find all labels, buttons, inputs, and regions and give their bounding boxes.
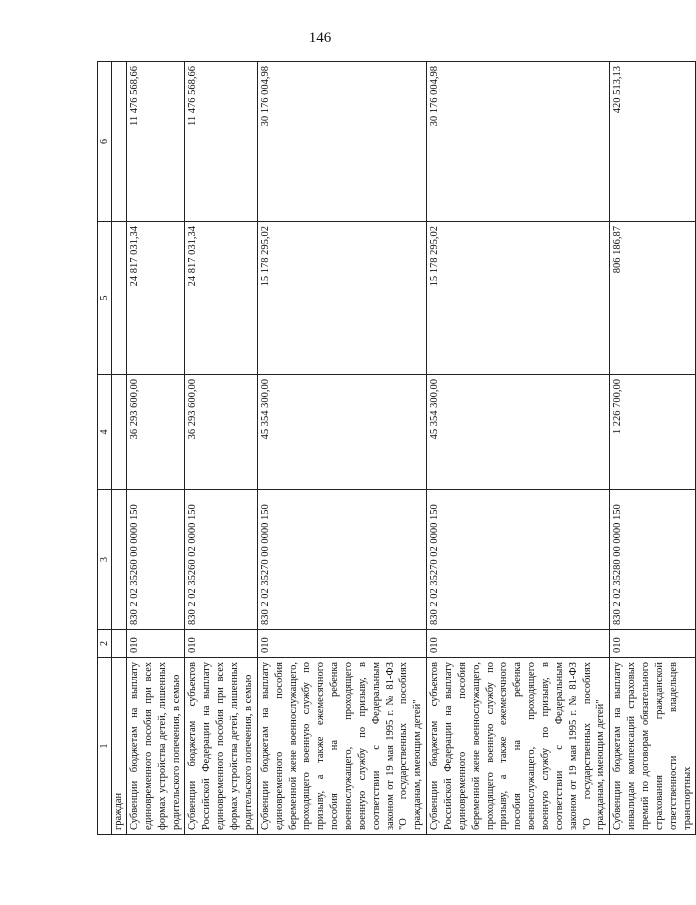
budget-table bbox=[97, 61, 696, 835]
continuation-text: граждан bbox=[112, 658, 127, 835]
column-header: 1 bbox=[98, 658, 112, 835]
row-unexecuted-amount: 11 476 568,66 bbox=[185, 62, 257, 222]
header-row bbox=[98, 62, 112, 835]
row-description: Субвенции бюджетам на выплату единовременного пособия при всех формах устройства детей, лишенных родительского попечения, в семью bbox=[127, 658, 185, 835]
continuation-row bbox=[112, 62, 127, 835]
rotated-table-container bbox=[97, 62, 693, 835]
column-header: 5 bbox=[98, 222, 112, 375]
row-budget-code: 830 2 02 35270 00 0000 150 bbox=[257, 490, 426, 630]
table-row bbox=[257, 62, 426, 835]
row-unexecuted-amount: 30 176 004,98 bbox=[427, 62, 610, 222]
row-budget-code: 830 2 02 35270 02 0000 150 bbox=[427, 490, 610, 630]
table-row bbox=[185, 62, 257, 835]
row-line-code: 010 bbox=[257, 630, 426, 658]
row-executed-amount: 15 178 295,02 bbox=[257, 222, 426, 375]
row-description: Субвенции бюджетам субъектов Российской Федерации на выплату единовременного пособия беременной жене военнослужащего, проходящего военную службу по призыву, а также ежемесячного пособия на ребенка военнослужащего, проходящего военную службу по призыву, в соответствии с Федеральным законом от 19 мая 1995 г. № 81-ФЗ "О государственных пособиях гражданам, имеющим детей" bbox=[427, 658, 610, 835]
column-header: 3 bbox=[98, 490, 112, 630]
row-executed-amount: 24 817 031,34 bbox=[185, 222, 257, 375]
row-approved-amount: 45 354 300,00 bbox=[257, 375, 426, 490]
row-line-code: 010 bbox=[610, 630, 696, 658]
row-budget-code: 830 2 02 35280 00 0000 150 bbox=[610, 490, 696, 630]
empty-cell bbox=[112, 62, 127, 222]
row-executed-amount: 806 186,87 bbox=[610, 222, 696, 375]
column-header: 4 bbox=[98, 375, 112, 490]
row-line-code: 010 bbox=[127, 630, 185, 658]
row-unexecuted-amount: 420 513,13 bbox=[610, 62, 696, 222]
row-unexecuted-amount: 11 476 568,66 bbox=[127, 62, 185, 222]
row-approved-amount: 1 226 700,00 bbox=[610, 375, 696, 490]
row-line-code: 010 bbox=[185, 630, 257, 658]
empty-cell bbox=[112, 375, 127, 490]
row-executed-amount: 15 178 295,02 bbox=[427, 222, 610, 375]
table-row bbox=[127, 62, 185, 835]
row-description: Субвенции бюджетам субъектов Российской Федерации на выплату единовременного пособия при всех формах устройства детей, лишенных родительского попечения, в семью bbox=[185, 658, 257, 835]
row-line-code: 010 bbox=[427, 630, 610, 658]
row-unexecuted-amount: 30 176 004,98 bbox=[257, 62, 426, 222]
row-approved-amount: 45 354 300,00 bbox=[427, 375, 610, 490]
empty-cell bbox=[112, 222, 127, 375]
row-executed-amount: 24 817 031,34 bbox=[127, 222, 185, 375]
row-approved-amount: 36 293 600,00 bbox=[127, 375, 185, 490]
column-header: 6 bbox=[98, 62, 112, 222]
page-number: 146 bbox=[308, 30, 332, 46]
row-description: Субвенции бюджетам на выплату единовременного пособия беременной жене военнослужащего, проходящего военную службу по призыву, а также ежемесячного пособия на ребенка военнослужащего, проходящего военную службу по призыву, в соответствии с Федеральным законом от 19 мая 1995 г. № 81-ФЗ "О государственных пособиях гражданам, имеющим детей" bbox=[257, 658, 426, 835]
row-budget-code: 830 2 02 35260 02 0000 150 bbox=[185, 490, 257, 630]
empty-cell bbox=[112, 630, 127, 658]
table-row bbox=[610, 62, 696, 835]
row-description: Субвенции бюджетам на выплату инвалидам компенсаций страховых премий по договорам обязательного страхования гражданской ответственности владельцев транспортных bbox=[610, 658, 696, 835]
empty-cell bbox=[112, 490, 127, 630]
column-header: 2 bbox=[98, 630, 112, 658]
table-row bbox=[427, 62, 610, 835]
row-approved-amount: 36 293 600,00 bbox=[185, 375, 257, 490]
row-budget-code: 830 2 02 35260 00 0000 150 bbox=[127, 490, 185, 630]
